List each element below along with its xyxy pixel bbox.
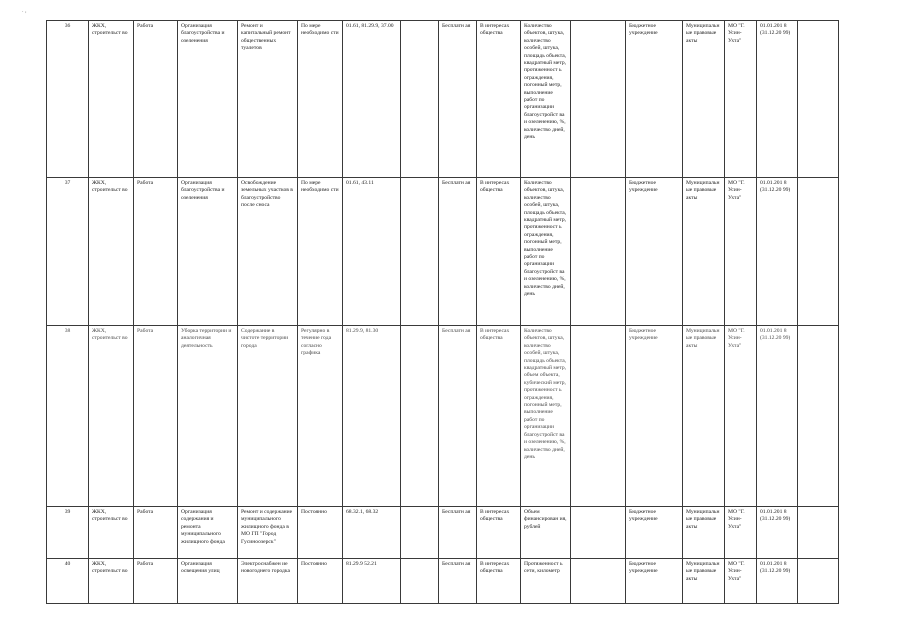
table-row <box>47 507 839 559</box>
institution-type-cell: Бюджетное учреждение <box>626 559 683 604</box>
founder-cell: МО "Г. Усин-Ухта" <box>725 178 757 326</box>
service-name-cell: Организация освещения улиц <box>178 559 238 604</box>
legal-acts-cell: Муниципальные правовые акты <box>683 559 725 604</box>
empty-cell <box>401 559 439 604</box>
empty-cell <box>571 178 626 326</box>
legal-acts-cell: Муниципальные правовые акты <box>683 21 725 178</box>
table-row <box>47 559 839 604</box>
service-name-cell: Уборка территории и аналогичная деятельность <box>178 326 238 507</box>
content-cell: Ремонт и содержание муниципального жилищного фонда в МО ГП "Город Гусиноозерск" <box>238 507 298 559</box>
empty-cell <box>798 559 839 604</box>
consumers-cell: В интересах общества <box>477 21 521 178</box>
empty-cell <box>798 507 839 559</box>
empty-cell <box>571 559 626 604</box>
empty-cell <box>571 21 626 178</box>
empty-cell <box>401 178 439 326</box>
service-name-cell: Организация содержания и ремонта муниципального жилищного фонда <box>178 507 238 559</box>
empty-cell <box>571 507 626 559</box>
indicators-cell: Объем финансирован ия, рублей <box>521 507 571 559</box>
content-cell: Содержание в чистоте территории города <box>238 326 298 507</box>
sphere-cell: ЖКХ, строительст во <box>89 559 134 604</box>
service-name-cell: Организация благоустройства и озеленения <box>178 21 238 178</box>
consumers-cell: В интересах общества <box>477 559 521 604</box>
dates-cell: 01.01.201 8 (31.12.20 99) <box>757 21 798 178</box>
consumers-cell: В интересах общества <box>477 326 521 507</box>
consumers-cell: В интересах общества <box>477 178 521 326</box>
sphere-cell: ЖКХ, строительст во <box>89 507 134 559</box>
service-name-cell: Организация благоустройства и озеленения <box>178 178 238 326</box>
payment-cell: Бесплатн ая <box>439 559 477 604</box>
sphere-cell: ЖКХ, строительст во <box>89 326 134 507</box>
row-number: 39 <box>47 507 89 559</box>
indicators-cell: Количество объектов, штука, количество особей, штука, площадь объекта, квадратный метр, объем объекта, кубический метр, протяженност ь ограждения, погонный метр, выполнение работ по организации благоустройст ва и озеленению, %, количество дней, день <box>521 326 571 507</box>
indicators-cell: Количество объектов, штука, количество особей, штука, площадь объекта, квадратный метр, протяженност ь ограждения, погонный метр, выполнение работ по организации благоустройст ва и озеленению, %, количество дней, день <box>521 21 571 178</box>
period-cell: По мере необходимо сти <box>298 178 343 326</box>
page-marks: . , <box>22 8 27 14</box>
indicators-cell: Количество объектов, штука, количество особей, штука, площадь объекта, квадратный метр, протяженност ь ограждения, погонный метр, выполнение работ по организации благоустройст ва и озеленению, %, количество дней, день <box>521 178 571 326</box>
institution-type-cell: Бюджетное учреждение <box>626 21 683 178</box>
table-row <box>47 21 839 178</box>
row-number: 38 <box>47 326 89 507</box>
founder-cell: МО "Г. Усин-Ухта" <box>725 21 757 178</box>
period-cell: Регулярно в течение года согласно графика <box>298 326 343 507</box>
empty-cell <box>401 507 439 559</box>
content-cell: Ремонт и капитальный ремонт общественных туалетов <box>238 21 298 178</box>
institution-type-cell: Бюджетное учреждение <box>626 507 683 559</box>
dates-cell: 01.01.201 8 (31.12.20 99) <box>757 178 798 326</box>
institution-type-cell: Бюджетное учреждение <box>626 326 683 507</box>
sphere-cell: ЖКХ, строительст во <box>89 178 134 326</box>
dates-cell: 01.01.201 8 (31.12.20 99) <box>757 326 798 507</box>
period-cell: Постоянно <box>298 559 343 604</box>
empty-cell <box>798 21 839 178</box>
founder-cell: МО "Г. Усин-Ухта" <box>725 507 757 559</box>
services-registry-page <box>46 20 838 604</box>
content-cell: Электроснабжен ие новогоднего городка <box>238 559 298 604</box>
dates-cell: 01.01.201 8 (31.12.20 99) <box>757 559 798 604</box>
dates-cell: 01.01.201 8 (31.12.20 99) <box>757 507 798 559</box>
institution-type-cell: Бюджетное учреждение <box>626 178 683 326</box>
legal-acts-cell: Муниципальные правовые акты <box>683 178 725 326</box>
kind-cell: Работа <box>134 326 178 507</box>
row-number: 36 <box>47 21 89 178</box>
empty-cell <box>571 326 626 507</box>
services-registry-table <box>46 20 839 604</box>
empty-cell <box>401 21 439 178</box>
kind-cell: Работа <box>134 507 178 559</box>
legal-acts-cell: Муниципальные правовые акты <box>683 326 725 507</box>
sphere-cell: ЖКХ, строительст во <box>89 21 134 178</box>
table-row <box>47 178 839 326</box>
okved-cell: 68.32.1, 68.32 <box>343 507 401 559</box>
okved-cell: 01.61, 81.29.9, 37.00 <box>343 21 401 178</box>
payment-cell: Бесплатн ая <box>439 507 477 559</box>
table-row <box>47 326 839 507</box>
row-number: 40 <box>47 559 89 604</box>
payment-cell: Бесплатн ая <box>439 326 477 507</box>
kind-cell: Работа <box>134 178 178 326</box>
period-cell: По мере необходимо сти <box>298 21 343 178</box>
empty-cell <box>401 326 439 507</box>
payment-cell: Бесплатн ая <box>439 178 477 326</box>
payment-cell: Бесплатн ая <box>439 21 477 178</box>
okved-cell: 01.61, 43.11 <box>343 178 401 326</box>
row-number: 37 <box>47 178 89 326</box>
kind-cell: Работа <box>134 559 178 604</box>
indicators-cell: Протяженност ь сети, километр <box>521 559 571 604</box>
founder-cell: МО "Г. Усин-Ухта" <box>725 559 757 604</box>
legal-acts-cell: Муниципальные правовые акты <box>683 507 725 559</box>
empty-cell <box>798 178 839 326</box>
kind-cell: Работа <box>134 21 178 178</box>
content-cell: Освобождение земельных участков в благоустройство после сноса <box>238 178 298 326</box>
empty-cell <box>798 326 839 507</box>
consumers-cell: В интересах общества <box>477 507 521 559</box>
okved-cell: 81.29.9 52.21 <box>343 559 401 604</box>
founder-cell: МО "Г. Усин-Ухта" <box>725 326 757 507</box>
period-cell: Постоянно <box>298 507 343 559</box>
okved-cell: 81.29.9, 81.30 <box>343 326 401 507</box>
